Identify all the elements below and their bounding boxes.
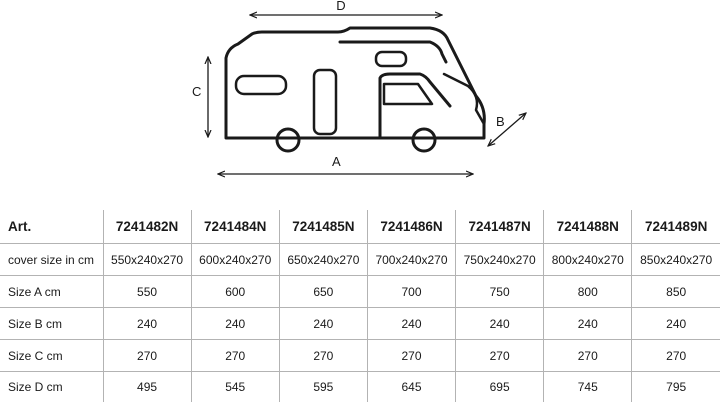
value-cell: 270 [632, 340, 720, 372]
dimension-b-label: B [496, 114, 505, 129]
value-cell: 240 [632, 308, 720, 340]
motorhome-drawing [226, 28, 484, 151]
value-cell: 270 [456, 340, 544, 372]
table-header-row [0, 210, 720, 244]
article-number-cell: 7241485N [279, 210, 367, 244]
table-row [0, 340, 720, 372]
value-cell: 550x240x270 [103, 244, 191, 276]
row-label-cell: Size C cm [0, 340, 103, 372]
article-number-cell: 7241482N [103, 210, 191, 244]
specification-table [0, 210, 720, 402]
value-cell: 270 [279, 340, 367, 372]
side-window [236, 76, 286, 94]
cab-window [384, 84, 432, 104]
value-cell: 550 [103, 276, 191, 308]
value-cell: 270 [367, 340, 455, 372]
value-cell: 240 [456, 308, 544, 340]
value-cell: 850x240x270 [632, 244, 720, 276]
value-cell: 645 [367, 372, 455, 403]
header-label-cell: Art. [8, 219, 32, 234]
dimension-d-label: D [336, 0, 346, 13]
article-number-cell: 7241488N [544, 210, 632, 244]
dimension-c-label: C [192, 84, 202, 99]
value-cell: 595 [279, 372, 367, 403]
value-cell: 650x240x270 [279, 244, 367, 276]
row-label-cell: Size A cm [0, 276, 103, 308]
value-cell: 695 [456, 372, 544, 403]
article-number-cell: 7241484N [191, 210, 279, 244]
value-cell: 270 [191, 340, 279, 372]
value-cell: 240 [191, 308, 279, 340]
value-cell: 800x240x270 [544, 244, 632, 276]
table-row [0, 244, 720, 276]
value-cell: 545 [191, 372, 279, 403]
value-cell: 270 [103, 340, 191, 372]
article-number-cell: 7241487N [456, 210, 544, 244]
value-cell: 745 [544, 372, 632, 403]
article-number-cell: 7241489N [632, 210, 720, 244]
row-label-cell: Size B cm [0, 308, 103, 340]
value-cell: 700x240x270 [367, 244, 455, 276]
value-cell: 240 [367, 308, 455, 340]
table-row [0, 372, 720, 403]
value-cell: 795 [632, 372, 720, 403]
front-wheel [413, 129, 435, 151]
value-cell: 240 [544, 308, 632, 340]
value-cell: 600x240x270 [191, 244, 279, 276]
value-cell: 600 [191, 276, 279, 308]
value-cell: 850 [632, 276, 720, 308]
side-door [314, 70, 336, 134]
value-cell: 270 [544, 340, 632, 372]
dimension-a-label: A [332, 154, 341, 169]
value-cell: 240 [279, 308, 367, 340]
value-cell: 240 [103, 308, 191, 340]
value-cell: 495 [103, 372, 191, 403]
row-label-cell: cover size in cm [0, 244, 103, 276]
alcove-window [376, 52, 406, 66]
row-label-cell: Size D cm [0, 372, 103, 403]
rear-wheel [277, 129, 299, 151]
motorhome-body [226, 28, 484, 138]
value-cell: 800 [544, 276, 632, 308]
value-cell: 700 [367, 276, 455, 308]
dimension-b-arrow [488, 113, 526, 146]
table-row [0, 308, 720, 340]
value-cell: 650 [279, 276, 367, 308]
value-cell: 750 [456, 276, 544, 308]
table-row [0, 276, 720, 308]
value-cell: 750x240x270 [456, 244, 544, 276]
article-number-cell: 7241486N [367, 210, 455, 244]
